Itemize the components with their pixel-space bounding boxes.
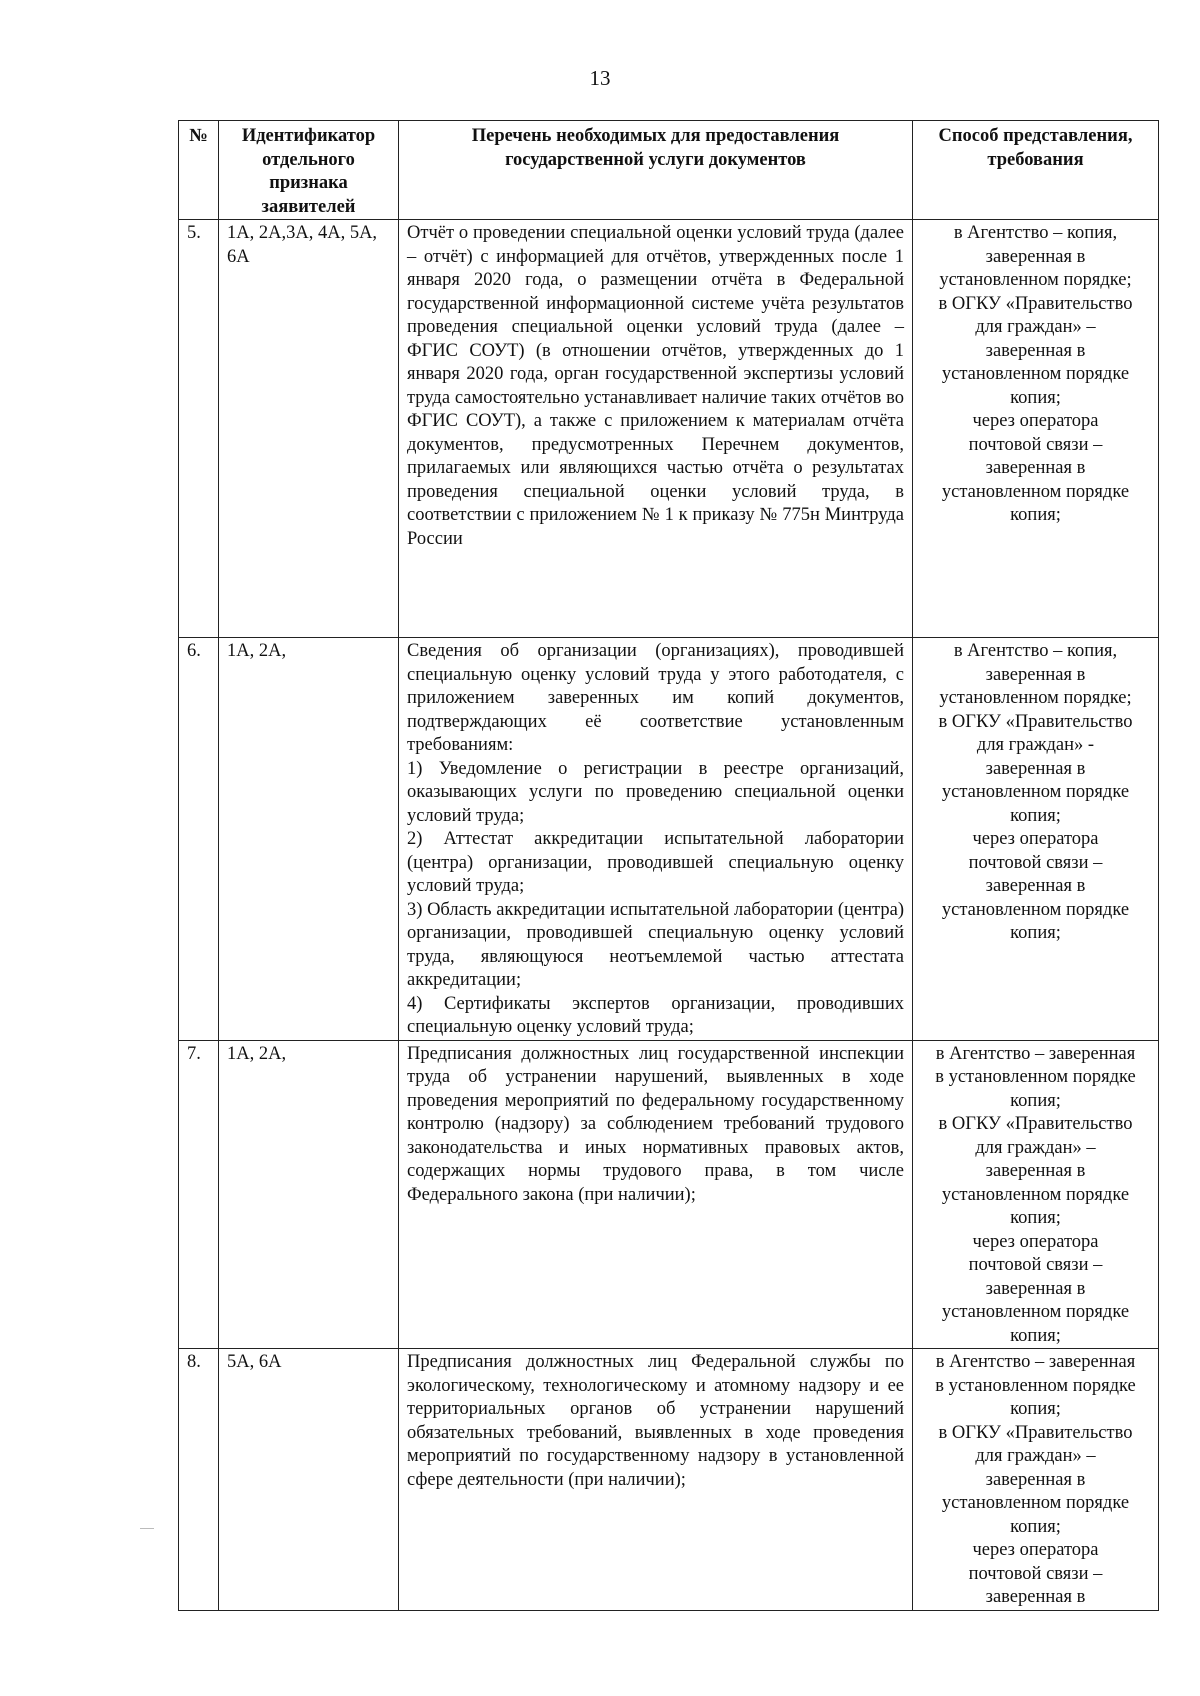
row-identifiers: 1А, 2А, — [219, 638, 399, 1041]
row-identifiers: 5А, 6А — [219, 1349, 399, 1611]
method-line: в Агентство – заверенная — [935, 1352, 1136, 1372]
method-line: установленном порядке — [941, 364, 1130, 384]
table-row — [179, 1040, 1159, 1349]
method-line: копия; — [1010, 387, 1061, 408]
method-line: через оператора — [972, 411, 1099, 431]
row-method — [913, 220, 1159, 638]
header-method: Способ представления, требования — [913, 121, 1159, 220]
method-line: заверенная в — [985, 1469, 1086, 1490]
row-method — [913, 638, 1159, 1041]
table-row — [179, 220, 1159, 638]
row-identifiers: 1А, 2А,3А, 4А, 5А, 6А — [219, 220, 399, 638]
documents-table — [178, 120, 1159, 1611]
method-line: копия; — [1010, 1516, 1061, 1537]
row-documents — [399, 1040, 913, 1349]
method-line: заверенная в — [985, 1587, 1086, 1607]
method-line: через оператора — [972, 1540, 1099, 1560]
method-line: заверенная в — [985, 1278, 1086, 1299]
method-line: в ОГКУ «Правительство — [938, 1114, 1133, 1134]
method-line: копия; — [1010, 805, 1061, 826]
method-line: копия; — [1010, 1399, 1061, 1419]
header-documents: Перечень необходимых для предоставления государственной услуги документов — [399, 121, 913, 220]
row-number: 6. — [179, 638, 219, 1041]
row-documents — [399, 1349, 913, 1611]
method-line: копия; — [1010, 1325, 1061, 1346]
document-paragraph: 2) Аттестат аккредитации испытательной лаборатории (центра) организации, проводившей специальную оценку условий труда; — [407, 829, 904, 896]
row-number: 7. — [179, 1040, 219, 1349]
header-number: № — [179, 121, 219, 220]
document-paragraph: Предписания должностных лиц государственной инспекции труда об устранении нарушений, выявленных в ходе проведения мероприятий по федеральному государственному контролю (надзору) за соблюдением требований трудового законодательства и иных нормативных правовых актов, содержащих нормы трудового права, в том числе Федерального закона (при наличии); — [407, 1043, 904, 1205]
method-line: копия; — [1010, 923, 1061, 943]
method-line: для граждан» – — [975, 317, 1096, 337]
method-line: заверенная в — [985, 340, 1086, 361]
row-number: 8. — [179, 1349, 219, 1611]
margin-mark — [140, 1528, 154, 1529]
method-line: в установленном порядке — [935, 1067, 1136, 1087]
method-line: установленном порядке — [941, 481, 1130, 502]
table-row — [179, 1349, 1159, 1611]
method-line: в ОГКУ «Правительство — [938, 1422, 1133, 1443]
method-line: установленном порядке; — [939, 688, 1132, 708]
row-method — [913, 1349, 1159, 1611]
table-header-row — [179, 121, 1159, 220]
method-line: копия; — [1010, 1208, 1061, 1228]
method-line: заверенная в — [985, 876, 1086, 896]
method-line: заверенная в — [985, 1161, 1086, 1181]
method-line: заверенная в — [985, 458, 1086, 478]
method-line: для граждан» – — [975, 1446, 1096, 1466]
method-line: установленном порядке — [941, 1302, 1130, 1322]
document-paragraph: 1) Уведомление о регистрации в реестре организаций, оказывающих услуги по проведению специальной оценки условий труда; — [407, 758, 904, 826]
method-line: заверенная в — [985, 758, 1086, 779]
method-line: для граждан» – — [975, 1137, 1096, 1158]
method-line: копия; — [1010, 1090, 1061, 1111]
document-paragraph: Сведения об организации (организациях), проводившей специальную оценку условий труда у этого работодателя, с приложением заверенных им копий документов, подтверждающих её соответствие установленным требованиям: — [407, 641, 904, 755]
method-line: установленном порядке — [941, 1493, 1130, 1513]
method-line: установленном порядке — [941, 782, 1130, 802]
document-paragraph: Отчёт о проведении специальной оценки условий труда (далее – отчёт) с информацией для отчётов, утвержденных после 1 января 2020 года, о размещении отчёта в Федеральной государственной информационной системе учёта результатов проведения специальной оценки условий труда (далее – ФГИС СОУТ) (в отношении отчётов, утвержденных до 1 января 2020 года, орган государственной экспертизы условий труда самостоятельно устанавливает наличие таких отчётов во ФГИС СОУТ), а также с приложением к материалам отчёта документов, предусмотренных Перечнем документов, прилагаемых или являющихся частью отчёта о результатах проведения специальной оценки условий труда, в соответствии с приложением № 1 к приказу № 775н Минтруда России — [407, 223, 904, 549]
row-method — [913, 1040, 1159, 1349]
row-number: 5. — [179, 220, 219, 638]
method-line: заверенная в — [985, 664, 1086, 685]
method-line: почтовой связи – — [968, 1255, 1103, 1275]
method-line: в установленном порядке — [935, 1375, 1136, 1396]
method-line: через оператора — [972, 1231, 1099, 1252]
method-line: установленном порядке — [941, 899, 1130, 920]
method-line: установленном порядке; — [939, 270, 1132, 290]
method-line: копия; — [1010, 505, 1061, 525]
row-documents — [399, 638, 913, 1041]
method-line: в Агентство – заверенная — [935, 1043, 1136, 1064]
row-documents — [399, 220, 913, 638]
method-line: для граждан» - — [976, 735, 1095, 755]
row-identifiers: 1А, 2А, — [219, 1040, 399, 1349]
page-number: 13 — [589, 66, 611, 90]
method-line: в ОГКУ «Правительство — [938, 711, 1133, 732]
document-paragraph: 3) Область аккредитации испытательной лаборатории (центра) организации, проводившей специальную оценку условий труда, являющуюся неотъемлемой частью аттестата аккредитации; — [407, 899, 904, 990]
method-line: в Агентство – копия, — [953, 641, 1118, 661]
header-identifier: Идентификатор отдельного признака заявителей — [219, 121, 399, 220]
method-line: заверенная в — [985, 246, 1086, 267]
method-line: почтовой связи – — [968, 852, 1103, 873]
method-line: через оператора — [972, 829, 1099, 849]
method-line: почтовой связи – — [968, 1563, 1103, 1584]
method-line: почтовой связи – — [968, 434, 1103, 455]
method-line: в Агентство – копия, — [953, 223, 1118, 243]
document-paragraph: 4) Сертификаты экспертов организации, проводивших специальную оценку условий труда; — [407, 993, 904, 1037]
table-row — [179, 638, 1159, 1041]
method-line: установленном порядке — [941, 1184, 1130, 1205]
document-paragraph: Предписания должностных лиц Федеральной службы по экологическому, технологическому и атомному надзору и ее территориальных органов об устранении нарушений обязательных требований, выявленных в ходе проведения мероприятий по государственному надзору в установленной сфере деятельности (при наличии); — [407, 1352, 904, 1490]
method-line: в ОГКУ «Правительство — [938, 293, 1133, 314]
